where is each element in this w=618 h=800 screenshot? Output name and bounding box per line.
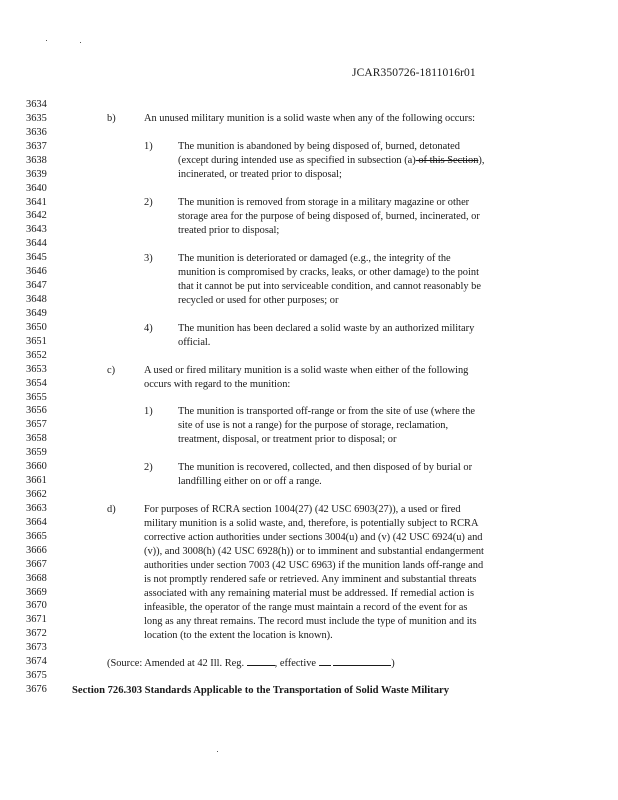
line-number: 3663 [26, 502, 47, 514]
line-number: 3640 [26, 182, 47, 194]
item-c2-line: landfilling either on or off a range. [178, 476, 322, 487]
item-b4-line: The munition has been declared a solid waste by an authorized military [178, 323, 475, 334]
line-number: 3673 [26, 642, 47, 654]
item-b2-line: treated prior to disposal; [178, 225, 280, 236]
subsection-d-line: associated with any remaining material must be addressed. If remedial action is [144, 587, 475, 599]
line-number: 3672 [26, 628, 47, 640]
blank-field [333, 656, 391, 666]
line-number: 3655 [26, 391, 47, 403]
line-number: 3671 [26, 614, 47, 626]
line-number: 3657 [26, 419, 47, 431]
item-b1-line: The munition is abandoned by being disposed of, burned, detonated [178, 141, 460, 152]
subsection-d-marker: d) [107, 504, 116, 515]
scan-mark [80, 42, 81, 43]
item-b3-line: The munition is deteriorated or damaged (e.g., the integrity of the [178, 253, 451, 264]
item-b3-line: munition is compromised by cracks, leaks, or other damage) to the point [178, 267, 479, 278]
item-b2-line: storage area for the purpose of being disposed of, burned, incinerated, or [178, 211, 480, 222]
subsection-d-line: location (to the extent the location is known). [144, 629, 333, 641]
line-number: 3638 [26, 154, 47, 166]
blank-field [247, 656, 275, 666]
subsection-c-marker: c) [107, 365, 116, 376]
line-number: 3666 [26, 544, 47, 556]
source-note-text: , effective [274, 658, 319, 669]
line-number: 3668 [26, 572, 47, 584]
line-number: 3646 [26, 266, 47, 278]
subsection-b-intro: An unused military munition is a solid waste when any of the following occurs: [144, 113, 476, 124]
item-c1-line: The munition is transported off-range or from the site of use (where the [178, 406, 476, 417]
line-number: 3643 [26, 224, 47, 236]
line-number: 3647 [26, 280, 47, 292]
line-number: 3651 [26, 335, 47, 347]
line-number: 3661 [26, 475, 47, 487]
item-c2-number: 2) [144, 462, 153, 473]
item-b1-text: (except during intended use as specified in subsection (a) [178, 155, 416, 166]
line-number: 3650 [26, 321, 47, 333]
item-c1-line: treatment, disposal, or treatment prior to disposal; or [178, 434, 397, 445]
section-heading: Section 726.303 Standards Applicable to the Transportation of Solid Waste Military [72, 685, 449, 696]
item-b3-number: 3) [144, 253, 153, 264]
line-number: 3644 [26, 238, 47, 250]
item-c1-number: 1) [144, 406, 153, 417]
item-b1-text: ), [478, 155, 485, 166]
line-number: 3656 [26, 405, 47, 417]
subsection-d-line: authorities under section 7003 (42 USC 6963) if the munition lands off-range and [144, 559, 484, 571]
line-number: 3659 [26, 447, 47, 459]
source-note [107, 656, 395, 671]
line-number: 3639 [26, 168, 47, 180]
blank-field [319, 656, 331, 666]
subsection-d-line: military munition is a solid waste, and, therefore, is potentially subject to RCRA [144, 517, 479, 529]
line-number: 3645 [26, 252, 47, 264]
line-number: 3667 [26, 558, 47, 570]
line-number: 3634 [26, 99, 47, 110]
line-number: 3653 [26, 363, 47, 375]
item-b1-line: incinerated, or treated prior to disposal; [178, 169, 342, 180]
item-b2-line: The munition is removed from storage in a military magazine or other [178, 197, 470, 208]
line-number: 3635 [26, 112, 47, 124]
line-number: 3636 [26, 126, 47, 138]
line-number: 3660 [26, 461, 47, 473]
line-number: 3648 [26, 294, 47, 306]
item-b4-line: official. [178, 337, 211, 348]
line-number: 3637 [26, 140, 47, 152]
item-b3-line: recycled or used for other purposes; or [178, 295, 339, 306]
line-number: 3641 [26, 196, 47, 208]
item-b4-number: 4) [144, 323, 153, 334]
line-number: 3662 [26, 489, 47, 501]
line-number: 3669 [26, 586, 47, 598]
line-number: 3670 [26, 600, 47, 612]
scan-mark [46, 40, 47, 41]
line-number: 3665 [26, 530, 47, 542]
source-note-text: ) [391, 658, 395, 669]
subsection-c-intro: occurs with regard to the munition: [144, 379, 291, 390]
subsection-d-line: corrective action authorities under sections 3004(u) and (v) (42 USC 6924(u) and [144, 531, 483, 543]
subsection-c-intro: A used or fired military munition is a solid waste when either of the following [144, 365, 469, 376]
subsection-d-line: infeasible, the operator of the range must maintain a record of the event for as [144, 601, 468, 613]
subsection-d-line: is not promptly rendered safe or retrieved. Any imminent and substantial threats [144, 573, 477, 585]
line-number: 3649 [26, 307, 47, 319]
subsection-d-line: For purposes of RCRA section 1004(27) (42 USC 6903(27)), a used or fired [144, 504, 461, 515]
item-b1-line [178, 154, 484, 168]
item-b2-number: 2) [144, 197, 153, 208]
line-number: 3676 [26, 684, 47, 696]
item-c2-line: The munition is recovered, collected, and then disposed of by burial or [178, 462, 473, 473]
item-c1-line: site of use is not a range) for the purpose of storage, reclamation, [178, 420, 449, 431]
line-number: 3664 [26, 516, 47, 528]
document-id: JCAR350726-1811016r01 [352, 67, 476, 79]
item-b3-line: that it cannot be put into serviceable condition, and cannot reasonably be [178, 281, 481, 292]
source-note-text: (Source: Amended at 42 Ill. Reg. [107, 658, 247, 669]
line-number: 3654 [26, 377, 47, 389]
subsection-d-line: (v)), and 3008(h) (42 USC 6928(h)) or to imminent and substantial endangerment [144, 545, 484, 557]
subsection-d-line: long as any threat remains. The record must include the type of munition and its [144, 615, 477, 627]
subsection-b-marker: b) [107, 113, 116, 124]
line-number: 3675 [26, 670, 47, 682]
line-number: 3674 [26, 656, 47, 668]
item-b1-number: 1) [144, 141, 153, 152]
scan-mark [217, 751, 218, 752]
line-number: 3658 [26, 433, 47, 445]
struck-text: of this Section [415, 155, 479, 166]
line-number: 3652 [26, 349, 47, 361]
line-number: 3642 [26, 210, 47, 222]
